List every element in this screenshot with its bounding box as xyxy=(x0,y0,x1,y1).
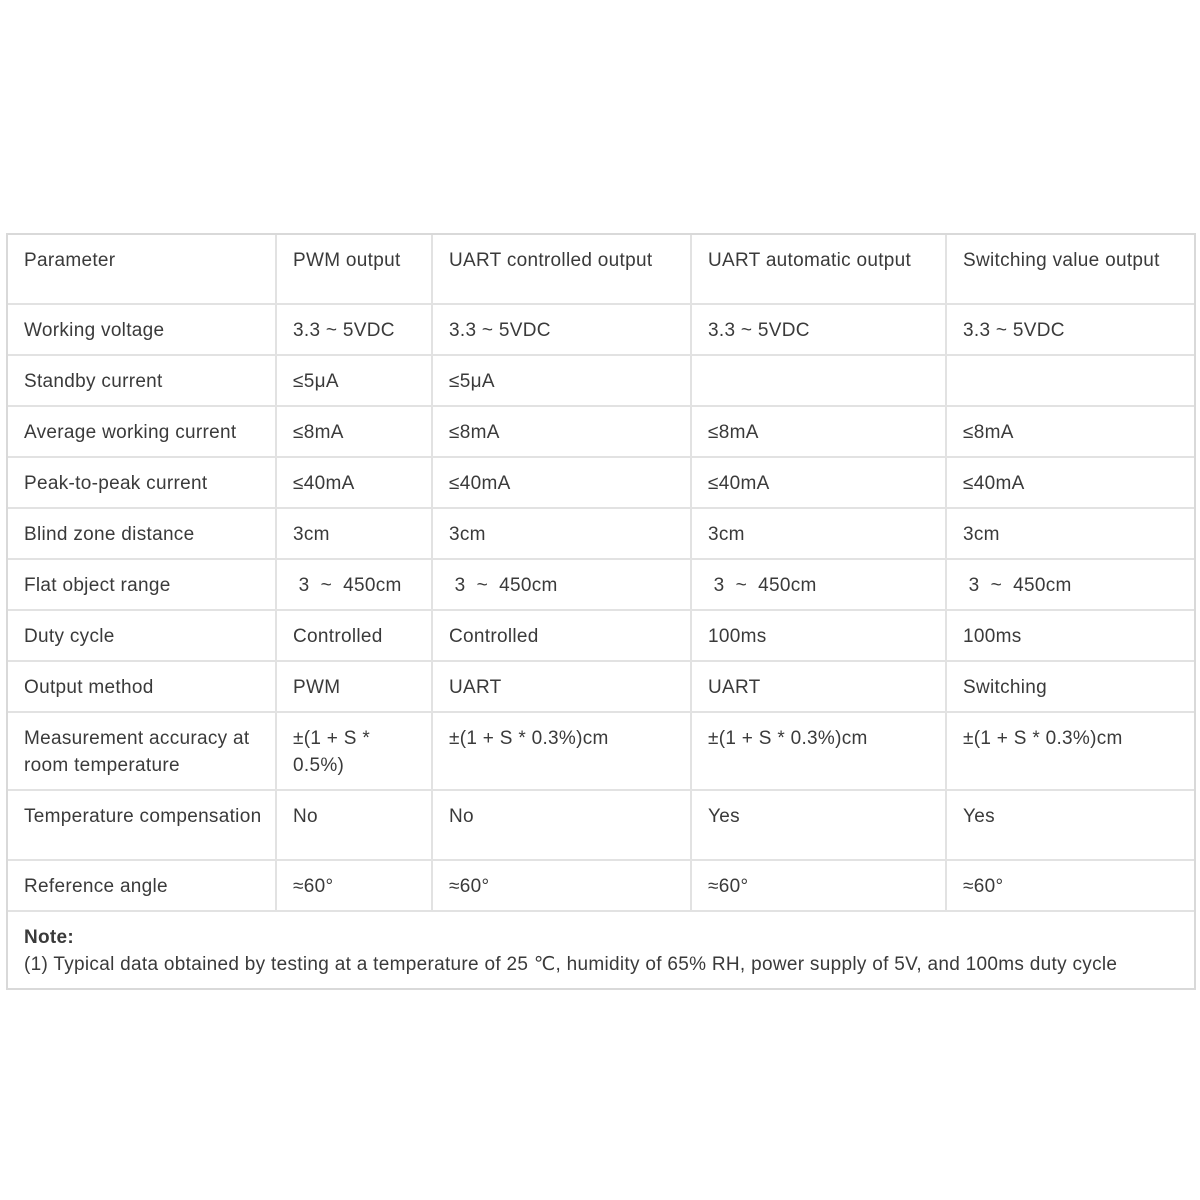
table-cell: Peak-to-peak current xyxy=(8,457,276,508)
table-row xyxy=(8,355,1194,406)
table-cell: Controlled xyxy=(276,610,432,661)
table-row xyxy=(8,610,1194,661)
table-cell: Duty cycle xyxy=(8,610,276,661)
table-cell: 3.3 ~ 5VDC xyxy=(946,304,1194,355)
table-cell: UART xyxy=(432,661,691,712)
header-cell: PWM output xyxy=(276,235,432,304)
note-row xyxy=(8,911,1194,988)
table-row xyxy=(8,304,1194,355)
spec-table-container xyxy=(6,233,1196,990)
table-cell: UART xyxy=(691,661,946,712)
table-cell: 100ms xyxy=(691,610,946,661)
table-cell: ±(1 + S * 0.3%)cm xyxy=(691,712,946,790)
table-cell: Working voltage xyxy=(8,304,276,355)
table-cell: Temperature compensation xyxy=(8,790,276,860)
table-cell: 3 ~ 450cm xyxy=(432,559,691,610)
table-cell: ≈60° xyxy=(946,860,1194,911)
table-cell: 3cm xyxy=(432,508,691,559)
table-cell: Yes xyxy=(691,790,946,860)
table-cell: ±(1 + S * 0.3%)cm xyxy=(946,712,1194,790)
table-cell: ≈60° xyxy=(276,860,432,911)
table-cell xyxy=(691,355,946,406)
table-cell: 3cm xyxy=(691,508,946,559)
header-cell: Switching value output xyxy=(946,235,1194,304)
table-cell: 3 ~ 450cm xyxy=(691,559,946,610)
table-cell xyxy=(946,355,1194,406)
table-cell: Reference angle xyxy=(8,860,276,911)
header-cell: Parameter xyxy=(8,235,276,304)
table-cell: Blind zone distance xyxy=(8,508,276,559)
table-row xyxy=(8,457,1194,508)
table-cell: ≤8mA xyxy=(691,406,946,457)
table-cell: Controlled xyxy=(432,610,691,661)
spec-table xyxy=(8,235,1194,988)
table-cell: 3cm xyxy=(946,508,1194,559)
header-cell: UART automatic output xyxy=(691,235,946,304)
table-cell: Yes xyxy=(946,790,1194,860)
table-cell: 100ms xyxy=(946,610,1194,661)
table-cell: No xyxy=(276,790,432,860)
table-row xyxy=(8,712,1194,790)
table-cell: ≤8mA xyxy=(946,406,1194,457)
table-cell: Flat object range xyxy=(8,559,276,610)
table-cell: ≤40mA xyxy=(276,457,432,508)
table-cell: ±(1 + S * 0.3%)cm xyxy=(432,712,691,790)
table-cell: ≤40mA xyxy=(946,457,1194,508)
table-row xyxy=(8,508,1194,559)
table-cell: No xyxy=(432,790,691,860)
table-cell: ±(1 + S * 0.5%) xyxy=(276,712,432,790)
note-cell xyxy=(8,911,1194,988)
header-cell: UART controlled output xyxy=(432,235,691,304)
table-cell: ≤40mA xyxy=(432,457,691,508)
table-cell: ≤40mA xyxy=(691,457,946,508)
table-row xyxy=(8,559,1194,610)
table-row xyxy=(8,661,1194,712)
table-row xyxy=(8,860,1194,911)
table-row xyxy=(8,406,1194,457)
note-text: (1) Typical data obtained by testing at a temperature of 25 ℃, humidity of 65% RH, power supply of 5V, and 100ms duty cycle xyxy=(24,954,1118,975)
table-header-row xyxy=(8,235,1194,304)
table-cell: Average working current xyxy=(8,406,276,457)
table-cell: PWM xyxy=(276,661,432,712)
note-title: Note: xyxy=(24,927,75,948)
table-cell: Output method xyxy=(8,661,276,712)
table-cell: ≤5μA xyxy=(276,355,432,406)
table-cell: 3.3 ~ 5VDC xyxy=(691,304,946,355)
table-cell: 3.3 ~ 5VDC xyxy=(432,304,691,355)
table-cell: ≈60° xyxy=(432,860,691,911)
table-cell: 3.3 ~ 5VDC xyxy=(276,304,432,355)
table-row xyxy=(8,790,1194,860)
table-cell: Switching xyxy=(946,661,1194,712)
table-cell: Standby current xyxy=(8,355,276,406)
table-cell: 3 ~ 450cm xyxy=(276,559,432,610)
table-cell: ≤8mA xyxy=(276,406,432,457)
table-cell: 3cm xyxy=(276,508,432,559)
table-cell: Measurement accuracy at room temperature xyxy=(8,712,276,790)
table-cell: ≤5μA xyxy=(432,355,691,406)
table-cell: ≈60° xyxy=(691,860,946,911)
table-cell: ≤8mA xyxy=(432,406,691,457)
table-cell: 3 ~ 450cm xyxy=(946,559,1194,610)
